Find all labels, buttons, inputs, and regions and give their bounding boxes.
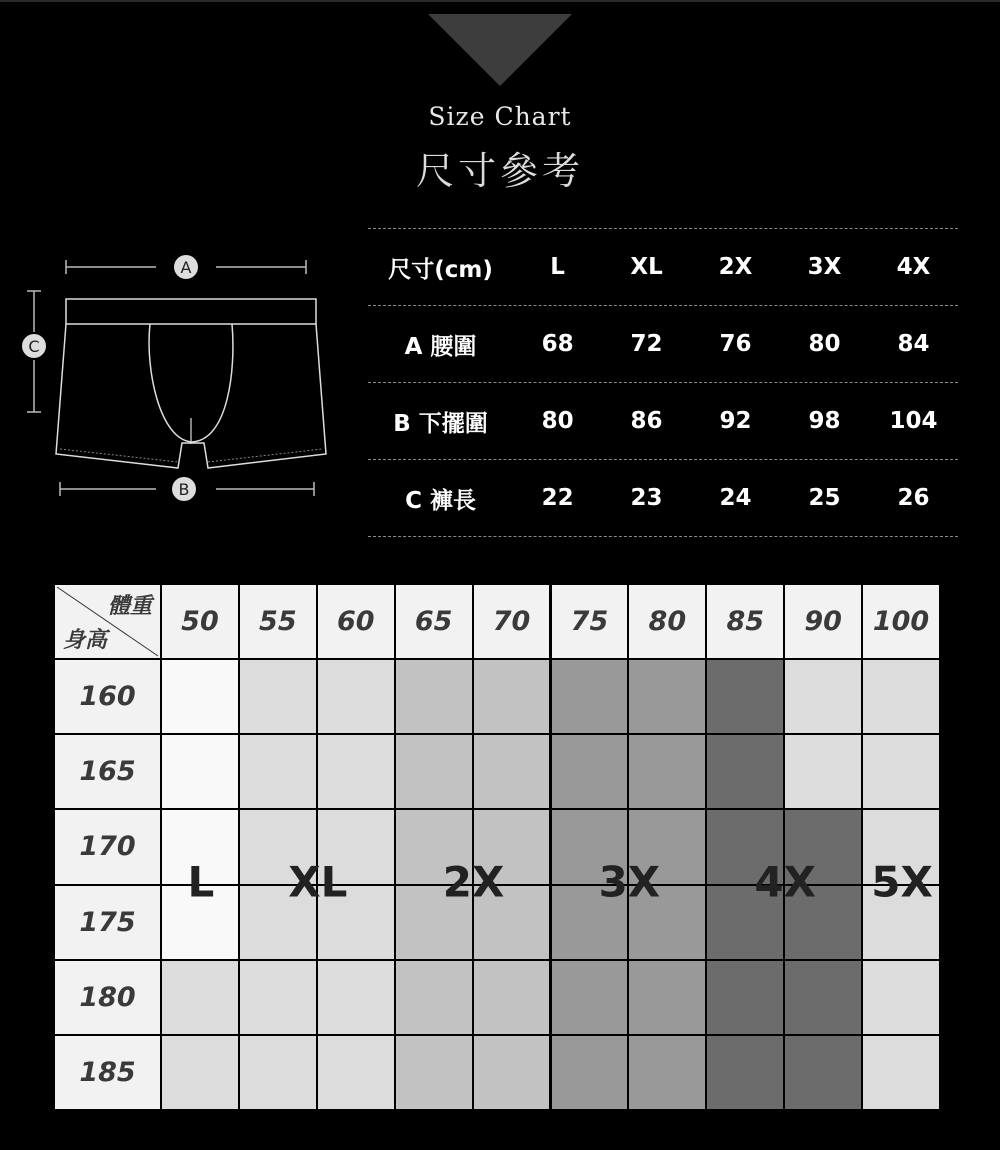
size-cell (162, 1036, 240, 1111)
weight-header: 60 (318, 585, 396, 660)
size-zone-label: XL (288, 857, 348, 907)
size-cell (707, 660, 785, 735)
size-zone-label: 5X (871, 857, 933, 907)
size-cell (629, 1036, 707, 1111)
size-cell (785, 961, 863, 1036)
underwear-diagram (0, 240, 360, 520)
height-header: 160 (55, 660, 162, 735)
weight-axis-label: 體重 (107, 594, 152, 619)
title-chinese: 尺寸參考 (415, 149, 584, 193)
title-english: Size Chart (428, 102, 572, 131)
measurement-row-hem (368, 382, 958, 459)
size-cell (863, 660, 941, 735)
weight-header: 85 (707, 585, 785, 660)
measurement-header-label: 尺寸(cm) (388, 256, 493, 283)
size-cell (318, 660, 396, 735)
size-cell (629, 735, 707, 810)
size-header: XL (630, 254, 663, 280)
measurement-value: 76 (719, 331, 752, 357)
size-grid (55, 585, 941, 1111)
measurement-value: 98 (808, 408, 841, 434)
measurement-value: 92 (719, 408, 752, 434)
size-cell (396, 1036, 474, 1111)
height-header: 175 (55, 886, 162, 961)
size-cell (552, 961, 630, 1036)
measurement-table (368, 228, 958, 537)
down-triangle-icon (428, 14, 572, 86)
size-cell (707, 1036, 785, 1111)
measurement-value: 86 (630, 408, 663, 434)
height-header: 180 (55, 961, 162, 1036)
size-cell (629, 660, 707, 735)
top-divider (0, 0, 1000, 2)
size-zone-label: 2X (442, 857, 505, 907)
size-zone-label: 4X (754, 857, 816, 907)
size-header: 3X (807, 254, 842, 280)
measurement-value: 104 (889, 408, 938, 434)
weight-header: 55 (240, 585, 318, 660)
weight-header: 50 (162, 585, 240, 660)
weight-header: 75 (552, 585, 630, 660)
size-cell (629, 961, 707, 1036)
measurement-row-length (368, 459, 958, 537)
size-cell (785, 735, 863, 810)
size-cell (396, 961, 474, 1036)
size-cell (863, 961, 941, 1036)
measurement-value: 22 (541, 485, 574, 511)
size-cell (240, 961, 318, 1036)
size-cell (474, 735, 552, 810)
measurement-row-waist (368, 305, 958, 382)
size-cell (552, 660, 630, 735)
size-cell (240, 735, 318, 810)
row-label: A 腰圍 (404, 333, 477, 360)
size-cell (474, 1036, 552, 1111)
size-cell (318, 961, 396, 1036)
weight-header: 70 (474, 585, 552, 660)
size-cell (474, 961, 552, 1036)
size-cell (240, 1036, 318, 1111)
size-cell (863, 735, 941, 810)
size-cell (162, 735, 240, 810)
measurement-value: 72 (630, 331, 663, 357)
measurement-value: 26 (897, 485, 930, 511)
size-cell (318, 1036, 396, 1111)
size-cell (240, 660, 318, 735)
size-cell (707, 961, 785, 1036)
marker-c-label: C (28, 337, 40, 356)
body-outline (56, 324, 326, 468)
waistband-outline (66, 299, 316, 324)
size-cell (707, 735, 785, 810)
marker-a-label: A (180, 258, 192, 277)
size-cell (863, 1036, 941, 1111)
size-zone-label: L (187, 857, 215, 907)
height-header: 170 (55, 810, 162, 885)
size-cell (396, 735, 474, 810)
row-label: B 下擺圍 (393, 410, 488, 437)
height-axis-label: 身高 (63, 628, 108, 653)
size-cell (474, 660, 552, 735)
measurement-value: 25 (808, 485, 841, 511)
weight-header: 80 (629, 585, 707, 660)
height-header: 165 (55, 735, 162, 810)
measurement-value: 68 (541, 331, 574, 357)
measurement-header-row (368, 228, 958, 305)
row-label: C 褲長 (405, 487, 476, 514)
size-header: 4X (896, 254, 931, 280)
size-cell (396, 660, 474, 735)
measurement-value: 80 (808, 331, 841, 357)
weight-header: 90 (785, 585, 863, 660)
measurement-value: 24 (719, 485, 752, 511)
size-cell (162, 660, 240, 735)
size-zone-label: 3X (598, 857, 661, 907)
measurement-value: 23 (630, 485, 663, 511)
size-cell (162, 961, 240, 1036)
height-header: 185 (55, 1036, 162, 1111)
weight-header: 65 (396, 585, 474, 660)
size-cell (318, 735, 396, 810)
size-cell (785, 1036, 863, 1111)
size-cell (785, 660, 863, 735)
size-cell (552, 1036, 630, 1111)
size-header: 2X (718, 254, 753, 280)
marker-b-label: B (178, 480, 190, 499)
size-header: L (550, 254, 565, 280)
measurement-value: 84 (897, 331, 930, 357)
measurement-value: 80 (541, 408, 574, 434)
weight-header: 100 (863, 585, 941, 660)
grid-corner-cell (55, 585, 162, 660)
size-cell (552, 735, 630, 810)
